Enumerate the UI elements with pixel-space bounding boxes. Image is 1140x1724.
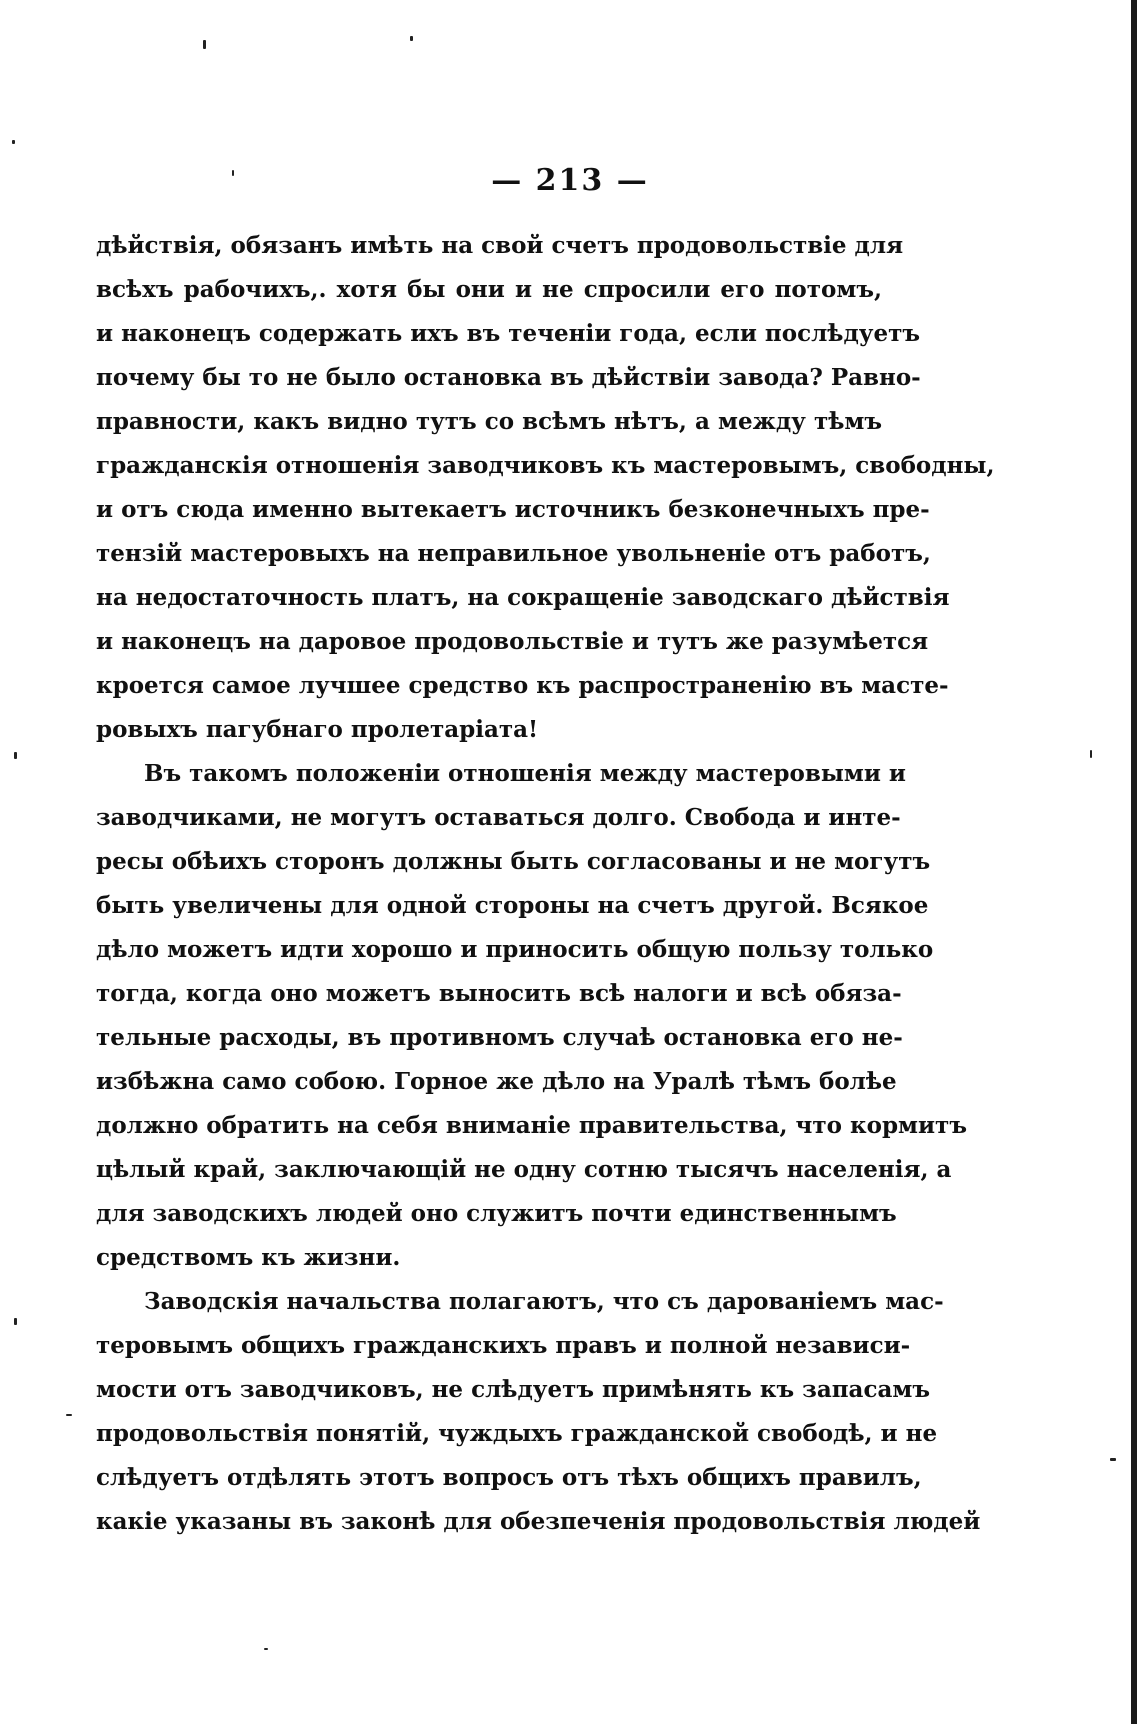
scan-speck [1110,1458,1116,1461]
text-line: почему бы то не было остановка въ дѣйствіи завода? Равно- [96,364,921,391]
text-line: Заводскія начальства полагаютъ, что съ дарованіемъ мас- [144,1288,944,1315]
text-line: средствомъ къ жизни. [96,1244,401,1271]
text-line: ресы обѣихъ сторонъ должны быть согласованы и не могутъ [96,848,931,875]
scan-speck [66,1414,72,1416]
scan-speck [14,1318,17,1325]
text-line: всѣхъ рабочихъ,. хотя бы они и не спросили его потомъ, [96,276,882,303]
text-line: и отъ сюда именно вытекаетъ источникъ безконечныхъ пре- [96,496,930,523]
text-line: теровымъ общихъ гражданскихъ правъ и полной независи- [96,1332,911,1359]
page-number: — 213 — [491,163,649,198]
text-line: избѣжна само собою. Горное же дѣло на Уралѣ тѣмъ болѣе [96,1068,897,1095]
scan-speck [410,36,413,41]
paragraph [96,752,967,1280]
text-line: дѣло можетъ идти хорошо и приносить общую пользу только [96,936,934,963]
text-line: гражданскія отношенія заводчиковъ къ мастеровымъ, свободны, [96,452,995,479]
paragraph [96,1280,981,1544]
page-edge-rule [1131,0,1137,1724]
text-line: кроется самое лучшее средство къ распространенію въ масте- [96,672,949,699]
text-line: тензій мастеровыхъ на неправильное увольненіе отъ работъ, [96,540,931,567]
paragraph [96,224,995,752]
scan-speck [264,1648,268,1650]
text-line: дѣйствія, обязанъ имѣть на свой счетъ продовольствіе для [96,232,904,259]
text-line: тогда, когда оно можетъ выносить всѣ налоги и всѣ обяза- [96,980,902,1007]
text-line: для заводскихъ людей оно служитъ почти единственнымъ [96,1200,897,1227]
text-line: заводчиками, не могутъ оставаться долго. Свобода и инте- [96,804,901,831]
scan-speck [1090,750,1092,758]
text-line: какіе указаны въ законѣ для обезпеченія продовольствія людей [96,1508,981,1535]
text-line: должно обратить на себя вниманіе правительства, что кормитъ [96,1112,967,1139]
text-line: Въ такомъ положеніи отношенія между мастеровыми и [144,760,906,787]
text-line: и наконецъ содержать ихъ въ теченіи года, если послѣдуетъ [96,320,921,347]
text-line: на недостаточность платъ, на сокращеніе заводскаго дѣйствія [96,584,950,611]
text-line: быть увеличены для одной стороны на счетъ другой. Всякое [96,892,929,919]
scan-speck [14,752,17,759]
scan-speck [203,40,206,49]
body-text [96,224,995,1544]
text-line: и наконецъ на даровое продовольствіе и тутъ же разумѣется [96,628,929,655]
text-line: слѣдуетъ отдѣлять этотъ вопросъ отъ тѣхъ общихъ правилъ, [96,1464,922,1491]
text-line: цѣлый край, заключающій не одну сотню тысячъ населенія, а [96,1156,952,1183]
text-line: ровыхъ пагубнаго пролетаріата! [96,716,539,743]
text-line: мости отъ заводчиковъ, не слѣдуетъ примѣнять къ запасамъ [96,1376,930,1403]
scan-speck [12,140,15,144]
text-line: тельные расходы, въ противномъ случаѣ остановка его не- [96,1024,903,1051]
text-line: правности, какъ видно тутъ со всѣмъ нѣтъ, а между тѣмъ [96,408,882,435]
text-line: продовольствія понятій, чуждыхъ гражданской свободѣ, и не [96,1420,938,1447]
